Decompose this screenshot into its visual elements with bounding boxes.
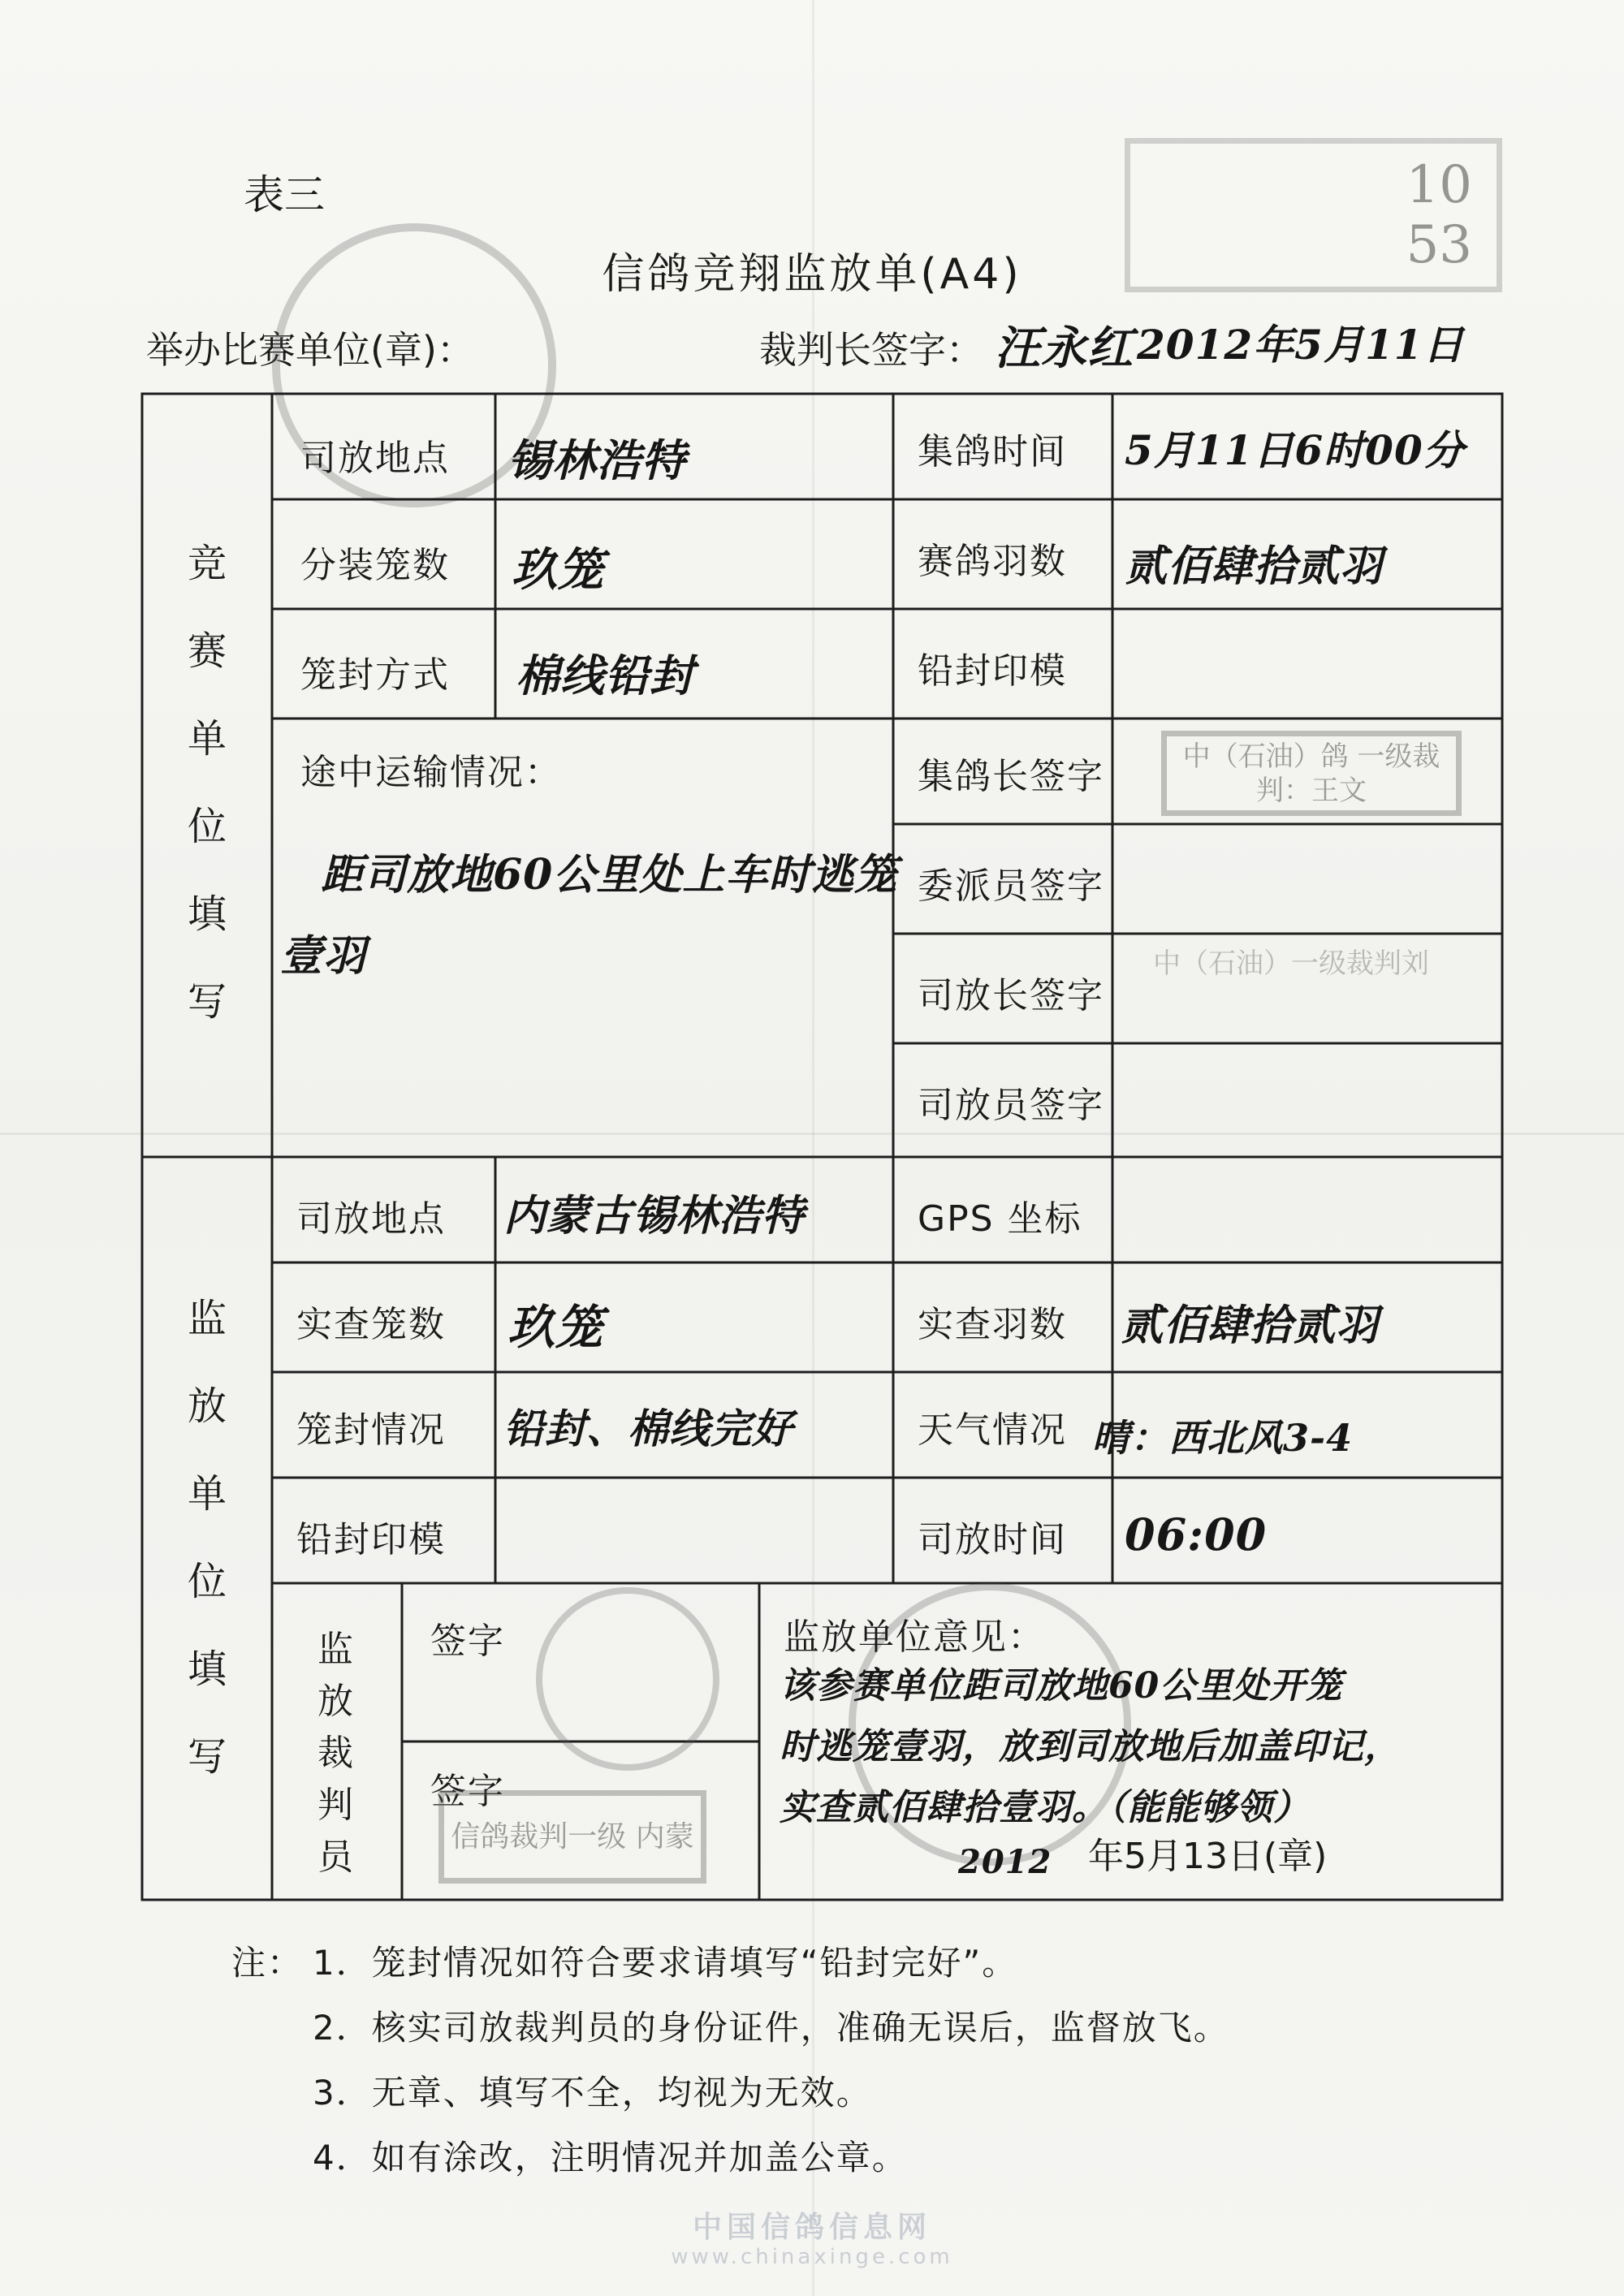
supervision-seal-mold-label: 铅封印模 bbox=[296, 1519, 446, 1560]
gps-label: GPS 坐标 bbox=[918, 1198, 1082, 1240]
organizer-label: 举办比赛单位(章)： bbox=[146, 328, 474, 372]
page-title: 信鸽竞翔监放单(A4) bbox=[602, 250, 1022, 299]
side-label-char: 放 bbox=[187, 1383, 227, 1429]
actual-count-value: 贰佰肆拾贰羽 bbox=[1121, 1301, 1380, 1350]
side-label-char: 监 bbox=[187, 1296, 227, 1341]
seal-method-label: 笼封方式 bbox=[300, 654, 450, 696]
side-label-char: 赛 bbox=[187, 628, 227, 674]
note-item: 1．笼封情况如符合要求请填写“铅封完好”。 bbox=[313, 1943, 1018, 1983]
referee-label-char: 员 bbox=[317, 1836, 353, 1878]
referee-label-char: 判 bbox=[317, 1785, 353, 1826]
delegate-signature-label: 委派员签字 bbox=[918, 865, 1104, 907]
transport-value-line2: 壹羽 bbox=[280, 931, 367, 981]
referee-label-char: 裁 bbox=[317, 1733, 353, 1774]
chief-referee-date: 2012年5月11日 bbox=[1137, 321, 1465, 369]
release-time-label: 司放时间 bbox=[918, 1519, 1067, 1560]
side-label-char: 位 bbox=[187, 804, 227, 849]
supervision-release-site-label: 司放地点 bbox=[296, 1198, 446, 1240]
releaser-signature-label: 司放员签字 bbox=[918, 1085, 1104, 1126]
weather-value: 晴：西北风3-4 bbox=[1092, 1416, 1354, 1460]
actual-cage-label: 实查笼数 bbox=[296, 1304, 446, 1345]
coordinate-stamp-line2: 53 bbox=[1406, 215, 1472, 275]
referee-label-char: 放 bbox=[317, 1681, 353, 1722]
supervision-section-label bbox=[183, 1275, 231, 1801]
note-item: 2．核实司放裁判员的身份证件，准确无误后，监督放飞。 bbox=[313, 2008, 1229, 2048]
transport-label: 途中运输情况： bbox=[300, 752, 562, 793]
actual-count-label: 实查羽数 bbox=[918, 1304, 1067, 1345]
opinion-label: 监放单位意见： bbox=[784, 1616, 1045, 1658]
referee-stamp: 信鸽裁判一级 内蒙 bbox=[438, 1790, 706, 1884]
sheet-label: 表三 bbox=[244, 171, 325, 218]
side-label-char: 竞 bbox=[187, 541, 227, 586]
coordinate-stamp-line1: 10 bbox=[1406, 155, 1472, 215]
watermark-title: 中国信鸽信息网 bbox=[692, 2211, 931, 2244]
opinion-date: 年5月13日(章) bbox=[1088, 1836, 1328, 1877]
side-label-char: 单 bbox=[187, 1471, 227, 1517]
release-site-value: 锡林浩特 bbox=[508, 434, 686, 486]
pigeon-count-value: 贰佰肆拾贰羽 bbox=[1125, 542, 1384, 591]
chief-referee-label: 裁判长签字： bbox=[759, 328, 983, 372]
release-chief-signature-label: 司放长签字 bbox=[918, 975, 1104, 1016]
collector-stamp: 中（石油）鸽 一级裁判：王文 bbox=[1161, 731, 1462, 816]
side-label-char: 写 bbox=[187, 1734, 227, 1780]
seal-mold-label: 铅封印模 bbox=[918, 650, 1067, 692]
side-label-char: 单 bbox=[187, 716, 227, 762]
release-chief-stamp: 中（石油）一级裁判刘 bbox=[1153, 947, 1429, 980]
supervising-referee-label bbox=[313, 1624, 358, 1884]
opinion-line-3: 实查贰佰肆拾壹羽。（能能够领） bbox=[780, 1787, 1310, 1828]
watermark-url: www.chinaxinge.com bbox=[671, 2245, 953, 2269]
transport-value-line1: 距司放地60公里处上车时逃笼 bbox=[321, 850, 898, 900]
release-site-label: 司放地点 bbox=[300, 438, 450, 479]
competition-section-label bbox=[183, 520, 231, 1046]
side-label-char: 位 bbox=[187, 1559, 227, 1604]
side-label-char: 写 bbox=[187, 979, 227, 1025]
collect-time-value: 5月11日6时00分 bbox=[1125, 426, 1465, 474]
notes-prefix: 注： bbox=[231, 1943, 304, 1983]
side-label-char: 填 bbox=[187, 1646, 227, 1692]
seal-status-label: 笼封情况 bbox=[296, 1409, 446, 1451]
opinion-line-1: 该参赛单位距司放地60公里处开笼 bbox=[780, 1665, 1343, 1707]
opinion-date-year: 2012 bbox=[958, 1843, 1052, 1881]
pigeon-count-label: 赛鸽羽数 bbox=[918, 541, 1067, 582]
note-item: 4．如有涂改，注明情况并加盖公章。 bbox=[313, 2138, 908, 2177]
release-time-value: 06:00 bbox=[1125, 1508, 1268, 1560]
side-label-char: 填 bbox=[187, 891, 227, 937]
referee-round-seal bbox=[536, 1587, 719, 1771]
chief-referee-signature: 汪永红 bbox=[995, 322, 1134, 375]
supervision-release-site-value: 内蒙古锡林浩特 bbox=[503, 1191, 806, 1241]
referee-label-char: 监 bbox=[317, 1629, 353, 1670]
seal-method-value: 棉线铅封 bbox=[516, 650, 694, 701]
note-item: 3．无章、填写不全，均视为无效。 bbox=[313, 2073, 872, 2113]
actual-cage-value: 玖笼 bbox=[508, 1300, 604, 1355]
collect-time-label: 集鸽时间 bbox=[918, 431, 1067, 473]
cage-count-label: 分装笼数 bbox=[300, 545, 450, 586]
opinion-line-2: 时逃笼壹羽，放到司放地后加盖印记， bbox=[780, 1726, 1401, 1767]
referee-sign-label-1: 签字 bbox=[430, 1621, 505, 1662]
cage-count-value: 玖笼 bbox=[512, 543, 604, 597]
seal-status-value: 铅封、棉线完好 bbox=[503, 1405, 793, 1452]
referee-sign-label-2: 签字 bbox=[430, 1771, 505, 1812]
collector-signature-label: 集鸽长签字 bbox=[918, 756, 1104, 797]
weather-label: 天气情况 bbox=[918, 1409, 1067, 1451]
